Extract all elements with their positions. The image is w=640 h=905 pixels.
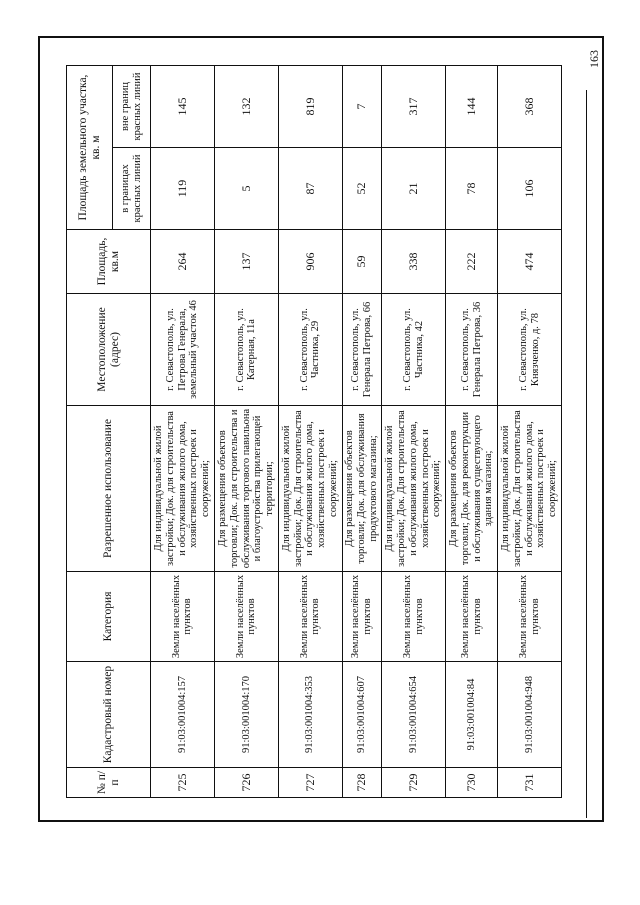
row-number: 730 [446,768,498,798]
area-inside: 5 [214,148,278,230]
category: Земли населённых пунктов [214,572,278,662]
cadastral-number: 91:03:001004:607 [342,662,382,768]
area-outside: 7 [342,66,382,148]
page-number: 163 [587,50,601,68]
permitted-use: Для размещения объектов торговли; Док. для строительства и обслуживания торгового павильона и благоустройства прилегающей территории; [214,406,278,572]
permitted-use: Для размещения объектов торговли; Док. для реконструкции и обслуживания существующего здания магазина; [446,406,498,572]
area-inside: 52 [342,148,382,230]
category: Земли населённых пунктов [446,572,498,662]
permitted-use: Для индивидуальной жилой застройки; Док. Для строительства и обслуживания жилого дома, хозяйственных построек и сооружений; [498,406,562,572]
category: Земли населённых пунктов [498,572,562,662]
category: Земли населённых пунктов [151,572,215,662]
cadastral-number: 91:03:001004:353 [278,662,342,768]
area-inside: 78 [446,148,498,230]
row-number: 729 [382,768,446,798]
area: 906 [278,230,342,294]
header-outside: вне границ красных линий [113,66,151,148]
area-inside: 106 [498,148,562,230]
location: г. Севастополь, ул. Петрова Генерала, земельный участок 46 [151,294,215,406]
table-row [278,66,342,798]
row-number: 727 [278,768,342,798]
header-no: № п/п [67,768,151,798]
location: г. Севастополь, ул. Катерная, 11а [214,294,278,406]
location: г. Севастополь, ул. Князченко, д. 78 [498,294,562,406]
area: 338 [382,230,446,294]
cadastral-number: 91:03:001004:84 [446,662,498,768]
cadastral-number: 91:03:001004:948 [498,662,562,768]
permitted-use: Для индивидуальной жилой застройки; Док. для строительства и обслуживания жилого дома, хозяйственных построек и сооружений; [151,406,215,572]
location: г. Севастополь, ул. Генерала Петрова, 36 [446,294,498,406]
location: г. Севастополь, ул. Генерала Петрова, 66 [342,294,382,406]
area-inside: 21 [382,148,446,230]
area: 474 [498,230,562,294]
header-permitted-use: Разрешенное использование [67,406,151,572]
header-plot-area: Площадь земельного участка, кв. м [67,66,113,230]
area: 264 [151,230,215,294]
area-outside: 144 [446,66,498,148]
area-inside: 119 [151,148,215,230]
area-outside: 368 [498,66,562,148]
cadastral-number: 91:03:001004:157 [151,662,215,768]
header-category: Категория [67,572,151,662]
location: г. Севастополь, ул. Частника, 42 [382,294,446,406]
area-outside: 145 [151,66,215,148]
row-number: 725 [151,768,215,798]
row-number: 731 [498,768,562,798]
area: 59 [342,230,382,294]
area-outside: 132 [214,66,278,148]
permitted-use: Для индивидуальной жилой застройки; Док. Для строительства и обслуживания жилого дома, хозяйственных построек и сооружений; [382,406,446,572]
row-number: 728 [342,768,382,798]
area-inside: 87 [278,148,342,230]
location: г. Севастополь, ул. Частника, 29 [278,294,342,406]
header-location: Местоположение (адрес) [67,294,151,406]
category: Земли населённых пунктов [278,572,342,662]
table-row [498,66,562,798]
margin-rule [586,90,587,818]
table-row [446,66,498,798]
area-outside: 317 [382,66,446,148]
category: Земли населённых пунктов [382,572,446,662]
land-plots-table [66,65,562,798]
cadastral-number: 91:03:001004:654 [382,662,446,768]
row-number: 726 [214,768,278,798]
area: 222 [446,230,498,294]
area-outside: 819 [278,66,342,148]
rotated-table-container [66,66,562,798]
table-row [214,66,278,798]
table-row [342,66,382,798]
header-inside: в границах красных линий [113,148,151,230]
cadastral-number: 91:03:001004:170 [214,662,278,768]
area: 137 [214,230,278,294]
permitted-use: Для размещения объектов торговли; Док. для обслуживания продуктового магазина; [342,406,382,572]
header-area: Площадь, кв.м [67,230,151,294]
table-row [382,66,446,798]
table-row [151,66,215,798]
category: Земли населённых пунктов [342,572,382,662]
permitted-use: Для индивидуальной жилой застройки; Док. Для строительства и обслуживания жилого дома, хозяйственных построек и сооружений; [278,406,342,572]
header-cadastral: Кадастровый номер [67,662,151,768]
